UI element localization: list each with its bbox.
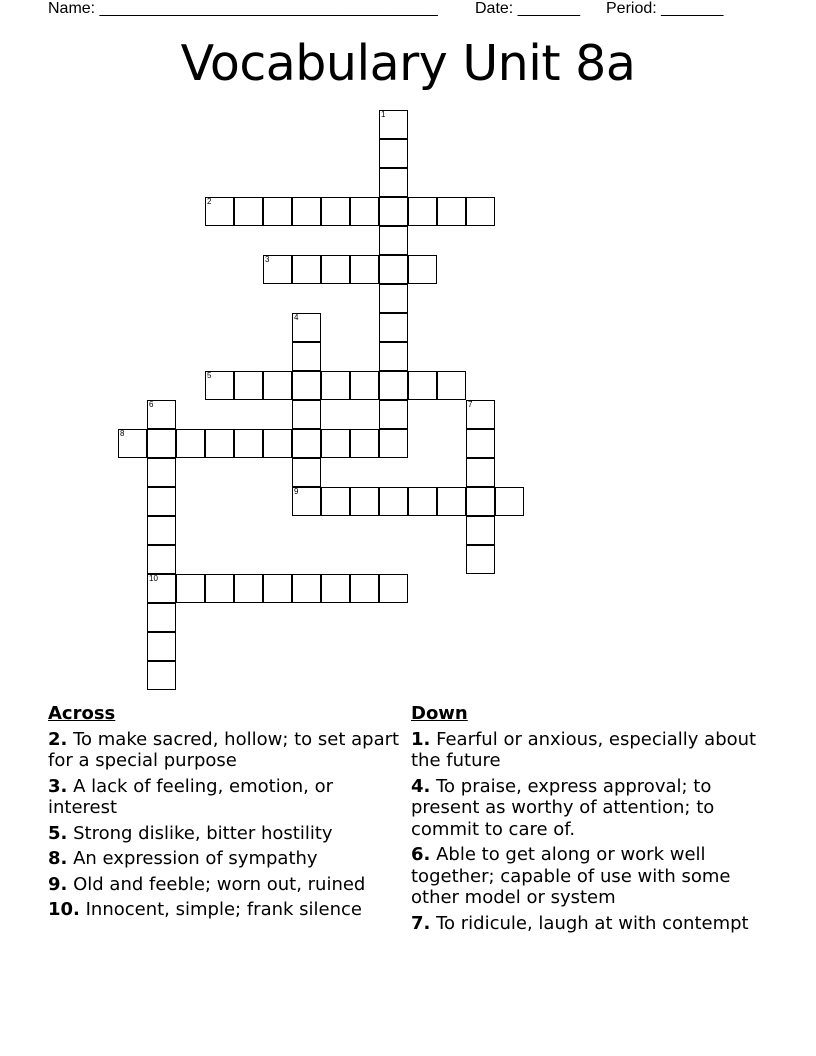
clue-number: 8. xyxy=(48,848,68,869)
crossword-cell[interactable] xyxy=(466,458,495,487)
clue-text: A lack of feeling, emotion, or interest xyxy=(48,775,333,818)
clue-number: 7. xyxy=(411,912,431,934)
crossword-cell[interactable] xyxy=(292,429,321,458)
crossword-cell[interactable] xyxy=(379,197,408,226)
crossword-cell[interactable] xyxy=(147,429,176,458)
down-clue-4 xyxy=(411,776,763,841)
crossword-cell[interactable] xyxy=(147,574,176,603)
crossword-cell[interactable] xyxy=(466,487,495,516)
crossword-cell[interactable] xyxy=(379,284,408,313)
across-clue-10 xyxy=(48,899,400,921)
crossword-cell[interactable] xyxy=(321,487,350,516)
across-clue-5 xyxy=(48,823,400,845)
down-clues xyxy=(411,703,763,938)
page-title: Vocabulary Unit 8a xyxy=(180,35,636,92)
crossword-cell[interactable] xyxy=(263,574,292,603)
cell-clue-number: 10 xyxy=(149,574,158,583)
crossword-cell[interactable] xyxy=(408,371,437,400)
clue-text: Strong dislike, bitter hostility xyxy=(67,822,333,844)
across-clue-3 xyxy=(48,776,400,819)
crossword-cell[interactable] xyxy=(292,371,321,400)
crossword-cell[interactable] xyxy=(321,371,350,400)
crossword-cell[interactable] xyxy=(466,197,495,226)
crossword-cell[interactable] xyxy=(379,313,408,342)
cell-clue-number: 4 xyxy=(294,313,299,322)
crossword-cell[interactable] xyxy=(379,342,408,371)
across-clue-2 xyxy=(48,729,400,772)
across-clue-8 xyxy=(48,848,400,870)
crossword-cell[interactable] xyxy=(147,516,176,545)
crossword-cell[interactable] xyxy=(147,545,176,574)
clue-text: Fearful or anxious, especially about the future xyxy=(411,728,757,771)
crossword-cell[interactable] xyxy=(379,168,408,197)
crossword-cell[interactable] xyxy=(466,400,495,429)
crossword-cell[interactable] xyxy=(408,197,437,226)
cell-clue-number: 6 xyxy=(149,400,154,409)
across-heading: Across xyxy=(48,703,116,724)
cell-clue-number: 8 xyxy=(120,429,125,438)
clue-text: Innocent, simple; frank silence xyxy=(79,899,362,920)
clue-text: Old and feeble; worn out, ruined xyxy=(67,873,366,895)
crossword-cell[interactable] xyxy=(234,429,263,458)
crossword-cell[interactable] xyxy=(292,400,321,429)
crossword-cell[interactable] xyxy=(350,197,379,226)
cell-clue-number: 1 xyxy=(381,110,386,119)
crossword-cell[interactable] xyxy=(466,516,495,545)
crossword-cell[interactable] xyxy=(234,197,263,226)
crossword-cell[interactable] xyxy=(379,429,408,458)
clue-text: To ridicule, laugh at with contempt xyxy=(430,912,749,934)
crossword-cell[interactable] xyxy=(292,574,321,603)
crossword-cell[interactable] xyxy=(118,429,147,458)
down-clue-1 xyxy=(411,729,763,772)
crossword-cell[interactable] xyxy=(379,255,408,284)
crossword-cell[interactable] xyxy=(263,197,292,226)
crossword-cell[interactable] xyxy=(205,197,234,226)
crossword-cell[interactable] xyxy=(321,255,350,284)
crossword-cell[interactable] xyxy=(495,487,524,516)
down-heading: Down xyxy=(411,703,468,724)
clue-number: 3. xyxy=(48,775,68,797)
down-clue-6 xyxy=(411,844,763,909)
crossword-cell[interactable] xyxy=(292,255,321,284)
crossword-cell[interactable] xyxy=(147,603,176,632)
crossword-cell[interactable] xyxy=(176,429,205,458)
crossword-cell[interactable] xyxy=(437,371,466,400)
crossword-cell[interactable] xyxy=(292,197,321,226)
crossword-cell[interactable] xyxy=(234,574,263,603)
crossword-cell[interactable] xyxy=(176,574,205,603)
crossword-cell[interactable] xyxy=(234,371,263,400)
crossword-cell[interactable] xyxy=(350,487,379,516)
crossword-cell[interactable] xyxy=(379,110,408,139)
crossword-cell[interactable] xyxy=(466,545,495,574)
clue-number: 10. xyxy=(48,899,80,920)
crossword-cell[interactable] xyxy=(466,429,495,458)
clue-number: 1. xyxy=(411,728,431,750)
crossword-cell[interactable] xyxy=(263,371,292,400)
crossword-cell[interactable] xyxy=(147,661,176,690)
crossword-cell[interactable] xyxy=(408,255,437,284)
crossword-cell[interactable] xyxy=(379,371,408,400)
crossword-cell[interactable] xyxy=(408,487,437,516)
crossword-cell[interactable] xyxy=(321,574,350,603)
clue-text: To praise, express approval; to present as worthy of attention; to commit to care of. xyxy=(411,775,715,840)
name-field-label: Name: ______________________________________ xyxy=(48,0,438,17)
crossword-cell[interactable] xyxy=(350,574,379,603)
cell-clue-number: 3 xyxy=(265,255,270,264)
crossword-cell[interactable] xyxy=(321,197,350,226)
crossword-cell[interactable] xyxy=(292,458,321,487)
date-field-label: Date: _______ xyxy=(475,0,580,17)
cell-clue-number: 9 xyxy=(294,487,299,496)
crossword-cell[interactable] xyxy=(350,255,379,284)
crossword-cell[interactable] xyxy=(379,400,408,429)
crossword-cell[interactable] xyxy=(292,342,321,371)
clue-text: To make sacred, hollow; to set apart for a special purpose xyxy=(48,728,400,771)
crossword-cell[interactable] xyxy=(379,226,408,255)
cell-clue-number: 5 xyxy=(207,371,212,380)
crossword-cell[interactable] xyxy=(292,313,321,342)
crossword-cell[interactable] xyxy=(205,371,234,400)
crossword-cell[interactable] xyxy=(147,400,176,429)
crossword-cell[interactable] xyxy=(437,487,466,516)
clue-text: An expression of sympathy xyxy=(67,848,318,869)
crossword-cell[interactable] xyxy=(292,487,321,516)
crossword-cell[interactable] xyxy=(205,574,234,603)
cell-clue-number: 7 xyxy=(468,400,473,409)
crossword-cell[interactable] xyxy=(147,632,176,661)
crossword-cell[interactable] xyxy=(350,371,379,400)
clue-number: 6. xyxy=(411,844,431,865)
crossword-cell[interactable] xyxy=(263,255,292,284)
cell-clue-number: 2 xyxy=(207,197,212,206)
down-clue-7 xyxy=(411,913,763,935)
clue-text: Able to get along or work well together; capable of use with some other model or system xyxy=(411,844,731,908)
crossword-cell[interactable] xyxy=(321,429,350,458)
across-clue-9 xyxy=(48,874,400,896)
crossword-cell[interactable] xyxy=(147,458,176,487)
crossword-cell[interactable] xyxy=(350,429,379,458)
crossword-cell[interactable] xyxy=(263,429,292,458)
clue-number: 9. xyxy=(48,873,68,895)
period-field-label: Period: _______ xyxy=(606,0,724,17)
crossword-cell[interactable] xyxy=(147,487,176,516)
crossword-cell[interactable] xyxy=(379,487,408,516)
across-clues xyxy=(48,703,400,925)
crossword-cell[interactable] xyxy=(205,429,234,458)
crossword-cell[interactable] xyxy=(379,139,408,168)
crossword-cell[interactable] xyxy=(437,197,466,226)
clue-number: 5. xyxy=(48,822,68,844)
crossword-cell[interactable] xyxy=(379,574,408,603)
clue-number: 2. xyxy=(48,728,68,750)
clue-number: 4. xyxy=(411,775,431,797)
